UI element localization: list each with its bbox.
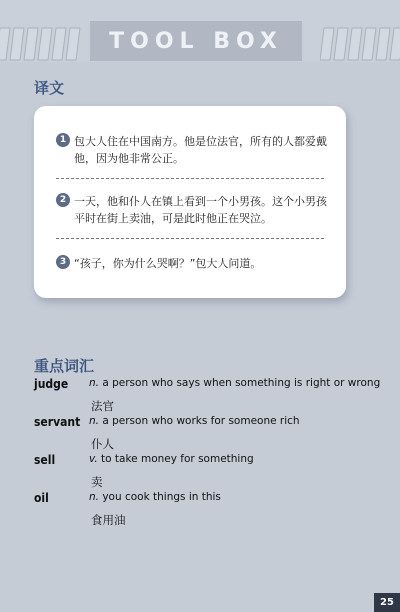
toolbox-banner xyxy=(90,21,302,61)
definition-text: you cook things in this xyxy=(102,491,221,503)
definition-text: to take money for something xyxy=(101,453,254,465)
right-stripe-decoration xyxy=(320,24,400,64)
vocab-definition xyxy=(89,377,380,389)
vocab-word: oil xyxy=(34,491,49,505)
vocab-chinese: 法官 xyxy=(91,399,114,413)
vocab-chinese: 卖 xyxy=(91,475,103,489)
vocab-chinese: 食用油 xyxy=(91,513,126,527)
translation-item-1 xyxy=(56,133,328,167)
definition-text: a person who works for someone rich xyxy=(102,415,300,427)
part-of-speech: n. xyxy=(89,491,99,503)
vocabulary-heading: 重点词汇 xyxy=(34,357,95,375)
translation-item-3 xyxy=(56,255,328,272)
vocab-word: servant xyxy=(34,415,81,429)
part-of-speech: n. xyxy=(89,377,99,389)
item-number-badge: 1 xyxy=(56,133,70,147)
vocab-word: judge xyxy=(34,377,69,391)
vocab-chinese: 仆人 xyxy=(91,437,114,451)
left-stripe-decoration xyxy=(0,24,82,64)
definition-text: a person who says when something is right or wrong xyxy=(102,377,381,389)
item-number-badge: 2 xyxy=(56,193,70,207)
toolbox-title: TOOL BOX xyxy=(109,28,283,54)
vocab-definition xyxy=(89,453,254,465)
page-number: 25 xyxy=(374,593,400,612)
translation-text: 一天，他和仆人在镇上看到一个小男孩。这个小男孩平时在街上卖油，可是此时他正在哭泣。 xyxy=(74,195,327,225)
answer-line xyxy=(56,178,324,179)
item-number-badge: 3 xyxy=(56,255,70,269)
translation-text: “孩子，你为什么哭啊？”包大人问道。 xyxy=(74,257,262,270)
part-of-speech: n. xyxy=(89,415,99,427)
translation-item-2 xyxy=(56,193,328,227)
translation-heading: 译文 xyxy=(34,79,65,97)
vocab-definition xyxy=(89,491,221,503)
translation-text: 包大人住在中国南方。他是位法官，所有的人都爱戴他，因为他非常公正。 xyxy=(74,135,327,165)
part-of-speech: v. xyxy=(89,453,98,465)
translation-card xyxy=(34,106,346,298)
answer-line xyxy=(56,238,324,239)
vocab-definition xyxy=(89,415,300,427)
vocab-word: sell xyxy=(34,453,56,467)
